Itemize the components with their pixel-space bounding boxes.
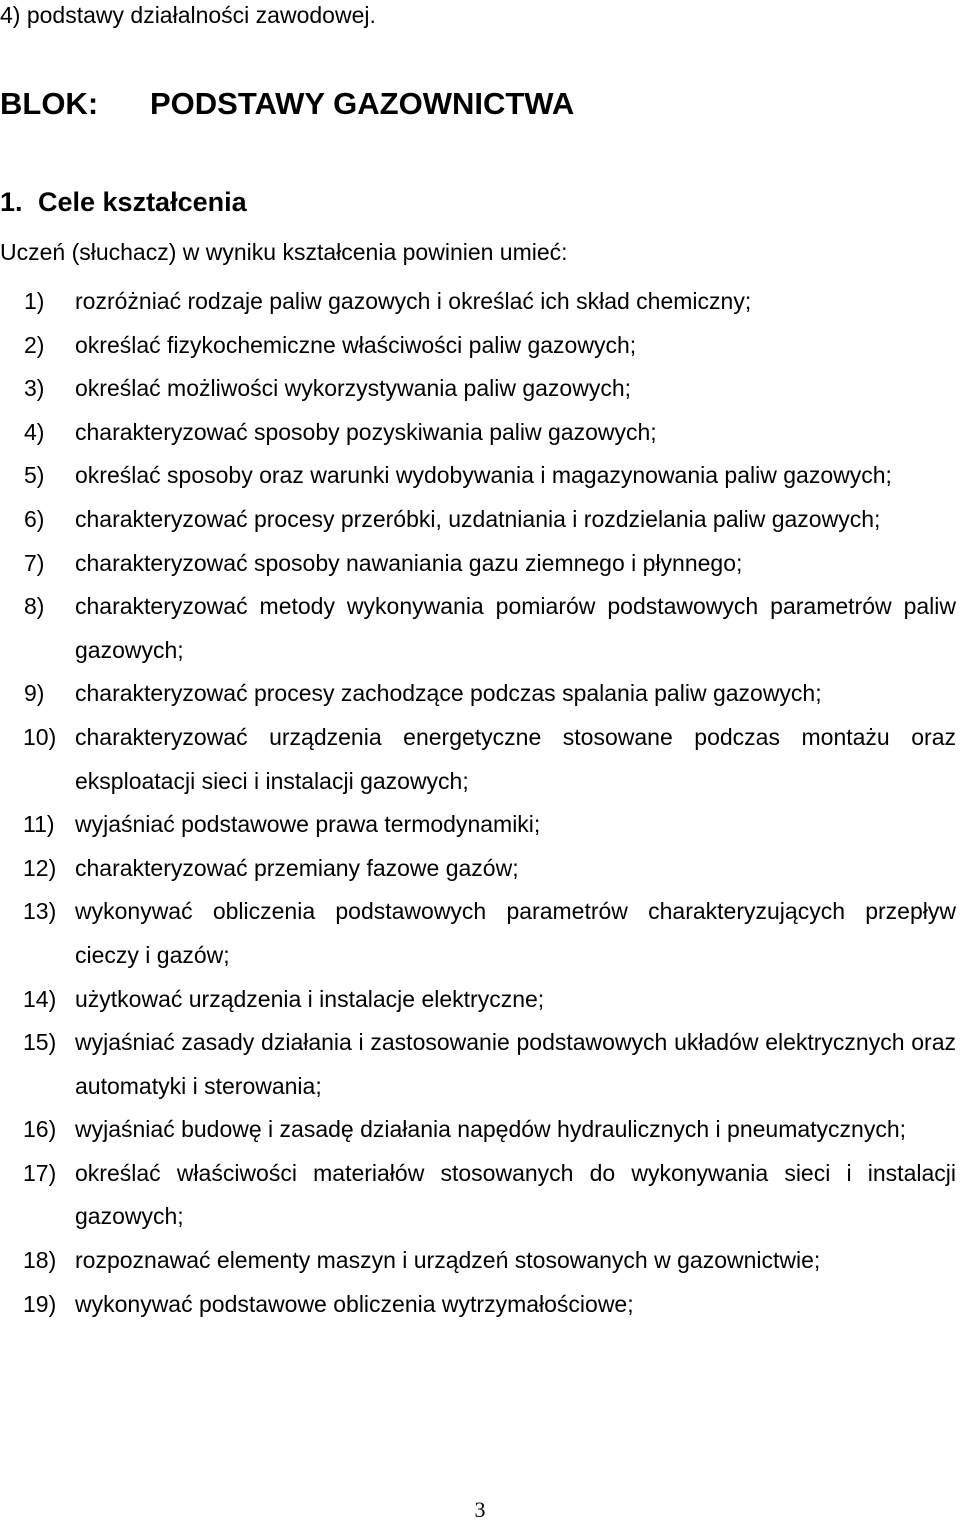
section-number: 1. bbox=[0, 187, 23, 217]
list-item-number: 15) bbox=[23, 1029, 57, 1056]
intro-paragraph: Uczeń (słuchacz) w wyniku kształcenia powinien umieć: bbox=[0, 239, 568, 265]
list-item-text: charakteryzować procesy przeróbki, uzdatniania i rozdzielania paliw gazowych; bbox=[75, 505, 881, 532]
list-item-text: charakteryzować przemiany fazowe gazów; bbox=[75, 854, 519, 881]
list-item-text: charakteryzować sposoby pozyskiwania paliw gazowych; bbox=[75, 418, 657, 445]
list-item bbox=[0, 324, 956, 368]
section-heading bbox=[0, 184, 247, 220]
previous-list-item: 4) podstawy działalności zawodowej. bbox=[0, 2, 376, 28]
list-item bbox=[0, 1283, 956, 1327]
learning-goals-list bbox=[0, 280, 956, 1326]
list-item bbox=[0, 585, 956, 672]
list-item bbox=[0, 1239, 956, 1283]
list-item-text: charakteryzować sposoby nawaniania gazu ziemnego i płynnego; bbox=[75, 549, 743, 576]
list-item-number: 6) bbox=[24, 505, 45, 532]
block-title: PODSTAWY GAZOWNICTWA bbox=[150, 86, 575, 121]
list-item-text: określać sposoby oraz warunki wydobywania i magazynowania paliw gazowych; bbox=[75, 462, 892, 489]
list-item-number: 18) bbox=[23, 1247, 57, 1274]
list-item-text: określać możliwości wykorzystywania paliw gazowych; bbox=[75, 375, 632, 402]
list-item bbox=[0, 280, 956, 324]
list-item bbox=[0, 847, 956, 891]
list-item bbox=[0, 367, 956, 411]
list-item-text: użytkować urządzenia i instalacje elektryczne; bbox=[75, 985, 545, 1012]
list-item-number: 4) bbox=[24, 418, 45, 445]
list-item-number: 8) bbox=[24, 593, 45, 620]
list-item bbox=[0, 672, 956, 716]
list-item-number: 5) bbox=[24, 462, 45, 489]
list-item-text: określać właściwości materiałów stosowanych do wykonywania sieci i instalacji gazowych; bbox=[75, 1159, 956, 1230]
list-item-text: wykonywać obliczenia podstawowych parametrów charakteryzujących przepływ cieczy i gazów; bbox=[75, 898, 956, 968]
list-item-text: rozróżniać rodzaje paliw gazowych i określać ich skład chemiczny; bbox=[75, 288, 752, 314]
list-item-text: wyjaśniać budowę i zasadę działania napędów hydraulicznych i pneumatycznych; bbox=[75, 1116, 907, 1143]
list-item-number: 7) bbox=[24, 549, 45, 576]
list-item-text: charakteryzować procesy zachodzące podczas spalania paliw gazowych; bbox=[75, 680, 822, 707]
list-item-number: 16) bbox=[23, 1116, 57, 1143]
list-item-text: charakteryzować urządzenia energetyczne stosowane podczas montażu oraz eksploatacji sieci i instalacji gazowych; bbox=[75, 723, 956, 794]
list-item bbox=[0, 978, 956, 1022]
list-item bbox=[0, 454, 956, 498]
list-item bbox=[0, 890, 956, 977]
list-item-text: wykonywać podstawowe obliczenia wytrzymałościowe; bbox=[75, 1290, 634, 1317]
list-item-number: 13) bbox=[23, 898, 57, 925]
list-item bbox=[0, 1152, 956, 1239]
list-item-number: 1) bbox=[24, 288, 45, 314]
list-item-text: charakteryzować metody wykonywania pomiarów podstawowych parametrów paliw gazowych; bbox=[75, 593, 956, 663]
list-item bbox=[0, 542, 956, 586]
list-item-number: 10) bbox=[23, 723, 57, 750]
list-item-number: 19) bbox=[23, 1290, 57, 1317]
list-item bbox=[0, 1108, 956, 1152]
list-item bbox=[0, 1021, 956, 1108]
list-item-number: 9) bbox=[24, 680, 45, 707]
section-title: Cele kształcenia bbox=[38, 187, 247, 217]
block-label: BLOK: bbox=[0, 86, 99, 121]
list-item-text: rozpoznawać elementy maszyn i urządzeń stosowanych w gazownictwie; bbox=[75, 1247, 821, 1274]
list-item-text: określać fizykochemiczne właściwości paliw gazowych; bbox=[75, 331, 637, 358]
block-heading bbox=[0, 84, 574, 124]
list-item-text: wyjaśniać zasady działania i zastosowanie podstawowych układów elektrycznych oraz automatyki i sterowania; bbox=[75, 1029, 956, 1099]
page-number: 3 bbox=[474, 1497, 486, 1522]
list-item bbox=[0, 411, 956, 455]
list-item bbox=[0, 803, 956, 847]
list-item-number: 2) bbox=[24, 331, 45, 358]
list-item-number: 14) bbox=[23, 985, 57, 1012]
list-item-number: 17) bbox=[23, 1159, 57, 1186]
list-item-number: 11) bbox=[23, 811, 55, 838]
list-item-number: 12) bbox=[23, 854, 57, 881]
list-item-text: wyjaśniać podstawowe prawa termodynamiki; bbox=[75, 811, 541, 838]
list-item bbox=[0, 498, 956, 542]
list-item bbox=[0, 716, 956, 803]
list-item-number: 3) bbox=[24, 375, 45, 402]
